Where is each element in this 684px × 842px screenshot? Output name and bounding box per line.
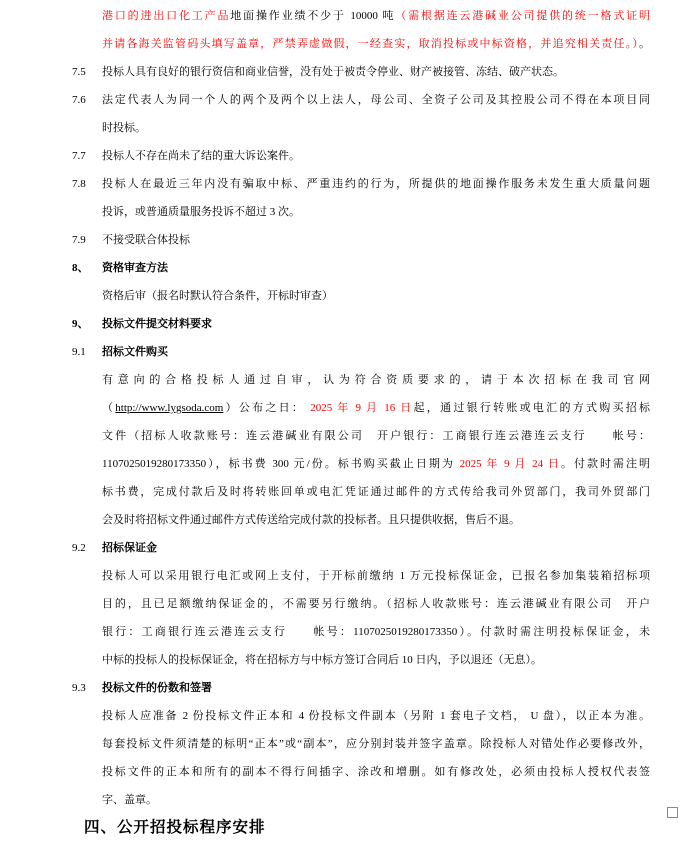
line-text <box>102 534 650 562</box>
item-number <box>72 366 102 394</box>
text-run: 1107025019280173350），标书费 300 元/份。标书购买截止日期为 <box>102 458 460 470</box>
item-number <box>72 478 102 506</box>
line-text <box>102 618 650 646</box>
text-run: 投标人具有良好的银行资信和商业信誉，没有处于被责令停业、财产被接管、冻结、破产状态。 <box>102 66 564 78</box>
item-number <box>72 450 102 478</box>
item-number: 9.1 <box>72 346 86 358</box>
item-number <box>72 198 102 226</box>
item-number: 7.7 <box>72 150 86 162</box>
item-number: 7.6 <box>72 94 86 106</box>
doc-line <box>72 282 650 310</box>
line-text <box>102 226 650 254</box>
text-run: 招标文件购买 <box>102 346 168 358</box>
document-body <box>72 2 650 842</box>
doc-line <box>72 450 650 478</box>
text-run: 投标文件的正本和所有的副本不得行间插字、涂改和增删。如有修改处，必须由投标人授权代表签 <box>102 766 650 778</box>
item-number: 9.3 <box>72 682 86 694</box>
doc-line <box>72 114 650 142</box>
line-text <box>102 702 650 730</box>
line-text <box>102 58 650 86</box>
line-text <box>102 506 650 534</box>
doc-line <box>72 422 650 450</box>
doc-line <box>72 534 650 562</box>
text-run: 资格审查方法 <box>102 262 168 274</box>
line-text <box>102 338 650 366</box>
text-run: 文件（招标人收款账号：连云港碱业有限公司 开户银行：工商银行连云港连云支行 帐号： <box>102 430 650 442</box>
item-number <box>72 702 102 730</box>
text-run: 时投标。 <box>102 122 146 134</box>
line-text <box>102 170 650 198</box>
doc-line <box>72 646 650 674</box>
line-text <box>102 674 650 702</box>
text-run: 会及时将招标文件通过邮件方式传送给完成付款的投标者。且只提供收据，售后不退。 <box>102 514 520 526</box>
line-text <box>102 730 650 758</box>
item-number <box>72 758 102 786</box>
item-number: 7.8 <box>72 178 86 190</box>
line-text <box>102 646 650 674</box>
item-number <box>72 394 102 422</box>
doc-line <box>72 30 650 58</box>
line-text <box>102 198 650 226</box>
text-run: （ <box>102 402 116 414</box>
text-run: 有意向的合格投标人通过自审，认为符合资质要求的，请于本次招标在我司官网 <box>102 374 650 386</box>
red-highlight-text: 并请各海关监管码头填写盖章，严禁弄虚做假，一经查实，取消投标或中标资格，并追究相关责任。） <box>102 38 639 50</box>
text-run: ）公布之日： <box>223 402 311 414</box>
item-number: 7.9 <box>72 234 86 246</box>
text-run: 中标的投标人的投标保证金，将在招标方与中标方签订合同后 10 日内，予以退还（无息）。 <box>102 654 542 666</box>
line-text <box>102 478 650 506</box>
empty-square-glyph <box>667 807 678 818</box>
line-text <box>84 814 650 842</box>
item-number: 8、 <box>72 262 89 274</box>
doc-line <box>72 198 650 226</box>
line-text <box>102 30 650 58</box>
doc-line <box>72 618 650 646</box>
text-run: 。付款时需注明 <box>560 458 650 470</box>
item-number <box>72 618 102 646</box>
item-number: 9、 <box>72 318 89 330</box>
line-text <box>102 142 650 170</box>
doc-line <box>72 590 650 618</box>
red-highlight-text: （需根据连云港碱业公司提供的统一格式证明 <box>395 10 651 22</box>
doc-line <box>72 702 650 730</box>
item-number <box>72 590 102 618</box>
item-number <box>72 786 102 814</box>
website-link[interactable]: http://www.lygsoda.com <box>115 402 224 414</box>
doc-line <box>72 758 650 786</box>
line-text <box>102 786 650 814</box>
text-run: 标书费，完成付款后及时将转账回单或电汇凭证通过邮件的方式传给我司外贸部门，我司外贸部门 <box>102 486 650 498</box>
item-number: 9.2 <box>72 542 86 554</box>
line-text <box>102 450 650 478</box>
text-run: 四、公开招投标程序安排 <box>84 819 266 836</box>
text-run: 招标保证金 <box>102 542 157 554</box>
doc-line <box>72 478 650 506</box>
text-run: 字、盖章。 <box>102 794 157 806</box>
line-text <box>102 422 650 450</box>
item-number <box>72 30 102 58</box>
text-run: 法定代表人为同一个人的两个及两个以上法人，母公司、全资子公司及其控股公司不得在本项目同 <box>102 94 650 106</box>
text-run: 。 <box>639 38 650 50</box>
doc-line <box>72 730 650 758</box>
item-number <box>72 2 102 30</box>
line-text <box>102 86 650 114</box>
line-text <box>102 310 650 338</box>
red-highlight-text: 2025 年 9 月 16 日 <box>310 402 414 414</box>
item-number <box>72 646 102 674</box>
doc-line <box>72 674 650 702</box>
text-run: 投标人在最近三年内没有骗取中标、严重违约的行为，所提供的地面操作服务未发生重大质量问题 <box>102 178 650 190</box>
text-run: 目的，且已足额缴纳保证金的，不需要另行缴纳。（招标人收款账号：连云港碱业有限公司 开户 <box>102 598 650 610</box>
text-run: 不接受联合体投标 <box>102 234 190 246</box>
text-run: 地面操作业绩不少于 10000 吨 <box>230 10 396 22</box>
doc-line <box>72 58 650 86</box>
doc-line <box>72 310 650 338</box>
text-run: 投标人不存在尚未了结的重大诉讼案件。 <box>102 150 300 162</box>
doc-line <box>72 142 650 170</box>
doc-line <box>72 786 650 814</box>
doc-line <box>72 86 650 114</box>
text-run: 投标人应准备 2 份投标文件正本和 4 份投标文件副本（另附 1 套电子文档， U 盘），以正本为准。 <box>102 710 650 722</box>
line-text <box>102 758 650 786</box>
red-highlight-text: 2025 年 9 月 24 日 <box>459 458 561 470</box>
item-number: 7.5 <box>72 66 86 78</box>
doc-line <box>72 366 650 394</box>
text-run: 起，通过银行转账或电汇的方式购买招标 <box>413 402 651 414</box>
section-heading <box>72 814 650 842</box>
doc-line <box>72 562 650 590</box>
item-number <box>72 422 102 450</box>
doc-line <box>72 338 650 366</box>
text-run: 投标文件的份数和签署 <box>102 682 212 694</box>
text-run: 投标文件提交材料要求 <box>102 318 212 330</box>
line-text <box>102 254 650 282</box>
text-run: 资格后审（报名时默认符合条件，开标时审查） <box>102 290 333 302</box>
line-text <box>102 2 650 30</box>
text-run: 投标人可以采用银行电汇或网上支付，于开标前缴纳 1 万元投标保证金，已报名参加集装箱招标项 <box>102 570 650 582</box>
item-number <box>72 114 102 142</box>
item-number <box>72 282 102 310</box>
text-run: 每套投标文件须清楚的标明“正本”或“副本”，应分别封装并签字盖章。除投标人对错处作必要修改外， <box>102 738 650 750</box>
line-text <box>102 394 650 422</box>
line-text <box>102 114 650 142</box>
red-highlight-text: 港口的进出口化工产品 <box>102 10 231 22</box>
line-text <box>102 366 650 394</box>
item-number <box>72 730 102 758</box>
doc-line <box>72 506 650 534</box>
doc-line <box>72 254 650 282</box>
doc-line <box>72 226 650 254</box>
line-text <box>102 590 650 618</box>
item-number <box>72 506 102 534</box>
doc-line <box>72 394 650 422</box>
line-text <box>102 282 650 310</box>
doc-line <box>72 170 650 198</box>
line-text <box>102 562 650 590</box>
text-run: 银行：工商银行连云港连云支行 帐号：1107025019280173350）。付款时需注明投标保证金，未 <box>102 626 650 638</box>
text-run: 投诉，或普通质量服务投诉不超过 3 次。 <box>102 206 300 218</box>
item-number <box>72 562 102 590</box>
doc-line <box>72 2 650 30</box>
